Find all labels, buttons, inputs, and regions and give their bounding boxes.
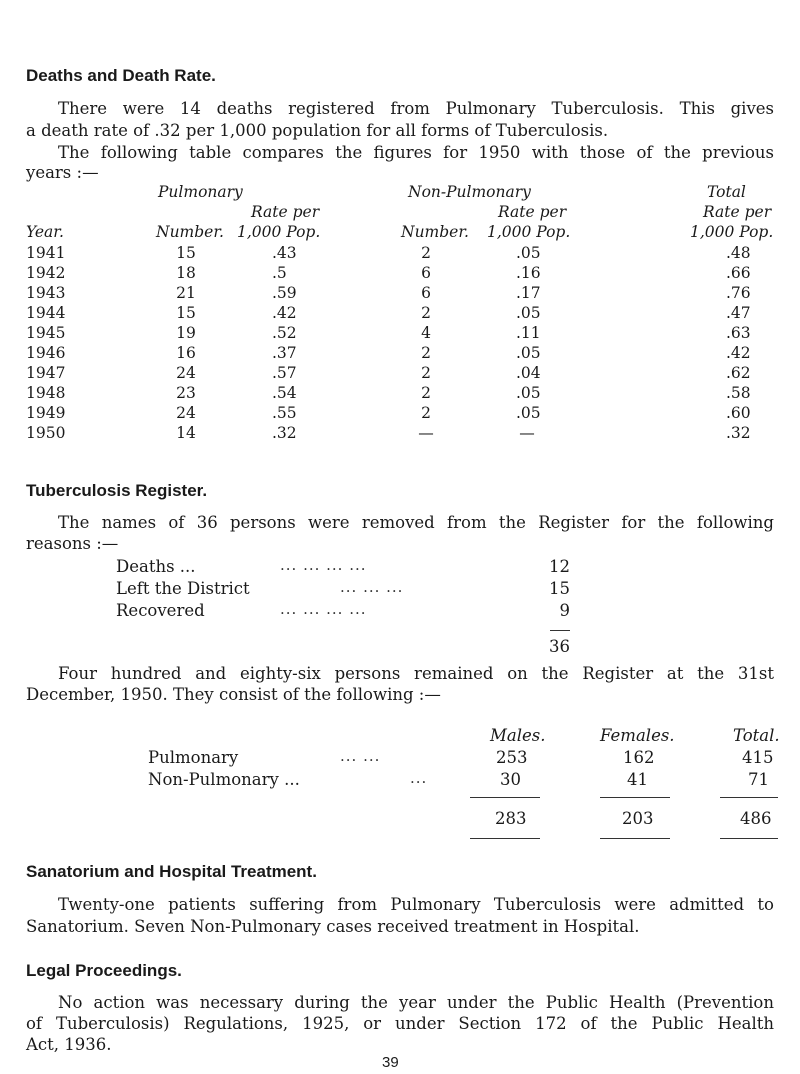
col-year: Year. [26,223,64,241]
sum-rule [720,797,778,798]
deaths-para2-line2: years :— [26,163,99,182]
table-cell-year: 1945 [26,324,66,342]
table-cell-total-rate: .42 [726,344,751,362]
table-cell-non-number: 2 [421,244,431,262]
table-cell-pul-rate: .32 [272,424,297,442]
table-cell-non-number: 4 [421,324,431,342]
col-pul-rate-top: Rate per [251,203,320,221]
col-total-rate-bottom: 1,000 Pop. [690,223,774,241]
table-cell-year: 1950 [26,424,66,442]
sum-rule [470,797,540,798]
group-header-total: Total [707,183,746,201]
table-cell-pul-rate: .59 [272,284,297,302]
reasons-total: 36 [549,637,570,656]
deaths-para2-line1: The following table compares the figures for 1950 with those of the previous [58,143,774,162]
col-pul-rate-bottom: 1,000 Pop. [237,223,321,241]
consist-cell-total: 71 [748,770,769,789]
table-cell-pul-number: 24 [176,404,196,422]
consist-cell-males: 253 [496,748,528,767]
table-cell-year: 1942 [26,264,66,282]
consist-cell-females: 162 [623,748,655,767]
table-cell-non-rate: .04 [516,364,541,382]
table-cell-pul-number: 18 [176,264,196,282]
table-cell-pul-rate: .37 [272,344,297,362]
table-cell-non-number: 2 [421,404,431,422]
consist-cell-males: 30 [500,770,521,789]
group-header-non-pulmonary: Non-Pulmonary [408,183,531,201]
reason-label: Deaths ... [116,557,196,576]
sum-rule [550,630,570,631]
deaths-heading: Deaths and Death Rate. [26,66,216,85]
table-cell-non-number: 2 [421,304,431,322]
table-cell-non-number: 6 [421,284,431,302]
sanatorium-heading: Sanatorium and Hospital Treatment. [26,862,317,881]
table-cell-pul-rate: .52 [272,324,297,342]
table-cell-non-rate: .05 [516,384,541,402]
table-cell-pul-number: 15 [176,244,196,262]
table-cell-pul-number: 23 [176,384,196,402]
table-cell-pul-number: 15 [176,304,196,322]
col-pul-number: Number. [156,223,224,241]
reason-value: 12 [549,557,570,576]
register-para2-line1: Four hundred and eighty-six persons remained on the Register at the 31st [58,664,774,683]
reason-label: Left the District [116,579,250,598]
table-cell-total-rate: .62 [726,364,751,382]
group-header-pulmonary: Pulmonary [158,183,243,201]
table-cell-pul-rate: .5 [272,264,287,282]
table-cell-non-number: 2 [421,344,431,362]
table-cell-pul-rate: .55 [272,404,297,422]
page-number: 39 [382,1054,399,1071]
table-cell-year: 1943 [26,284,66,302]
col-total-rate-top: Rate per [703,203,772,221]
legal-line3: Act, 1936. [26,1035,112,1054]
table-cell-non-number: 6 [421,264,431,282]
table-cell-non-rate: .05 [516,404,541,422]
table-cell-year: 1941 [26,244,66,262]
sum-rule [720,838,778,839]
table-cell-total-rate: .63 [726,324,751,342]
table-cell-pul-number: 21 [176,284,196,302]
consist-total-females: 203 [622,809,654,828]
sanatorium-line2: Sanatorium. Seven Non-Pulmonary cases received treatment in Hospital. [26,917,640,936]
table-cell-pul-rate: .42 [272,304,297,322]
consist-row-label: Pulmonary [148,748,239,767]
table-cell-non-rate: .11 [516,324,541,342]
table-cell-pul-rate: .57 [272,364,297,382]
table-cell-year: 1949 [26,404,66,422]
leader-dots: ... ... [340,747,381,765]
register-heading: Tuberculosis Register. [26,481,208,500]
leader-dots: ... ... ... [340,578,404,596]
consist-row-label: Non-Pulmonary ... [148,770,300,789]
consist-cell-females: 41 [627,770,648,789]
sanatorium-line1: Twenty-one patients suffering from Pulmonary Tuberculosis were admitted to [58,895,774,914]
reason-label: Recovered [116,601,205,620]
table-cell-pul-number: 19 [176,324,196,342]
table-cell-non-rate: .05 [516,244,541,262]
consist-total-total: 486 [740,809,772,828]
reason-value: 9 [559,601,570,620]
deaths-para1-line1: There were 14 deaths registered from Pulmonary Tuberculosis. This gives [58,99,774,118]
register-para2-line2: December, 1950. They consist of the following :— [26,685,441,704]
leader-dots: ... [410,769,428,787]
leader-dots: ... ... ... ... [280,600,367,618]
table-cell-non-rate: .17 [516,284,541,302]
col-non-number: Number. [401,223,469,241]
table-cell-year: 1944 [26,304,66,322]
table-cell-pul-number: 24 [176,364,196,382]
consist-total-males: 283 [495,809,527,828]
table-cell-total-rate: .58 [726,384,751,402]
legal-line1: No action was necessary during the year under the Public Health (Prevention [58,993,774,1012]
table-cell-non-number: 2 [421,384,431,402]
legal-line2: of Tuberculosis) Regulations, 1925, or under Section 172 of the Public Health [26,1014,774,1033]
table-cell-non-rate: .16 [516,264,541,282]
table-cell-non-rate: — [519,424,535,442]
table-cell-non-rate: .05 [516,304,541,322]
table-cell-total-rate: .60 [726,404,751,422]
consist-header-total: Total. [733,726,780,745]
sum-rule [600,838,670,839]
col-non-rate-top: Rate per [498,203,567,221]
table-cell-year: 1946 [26,344,66,362]
table-cell-total-rate: .32 [726,424,751,442]
consist-header-males: Males. [490,726,546,745]
reason-value: 15 [549,579,570,598]
table-cell-total-rate: .48 [726,244,751,262]
table-cell-pul-number: 16 [176,344,196,362]
deaths-para1-line2: a death rate of .32 per 1,000 population for all forms of Tuberculosis. [26,121,609,140]
table-cell-total-rate: .66 [726,264,751,282]
register-para1-line2: reasons :— [26,534,119,553]
table-cell-year: 1947 [26,364,66,382]
table-cell-pul-number: 14 [176,424,196,442]
legal-heading: Legal Proceedings. [26,961,182,980]
table-cell-total-rate: .76 [726,284,751,302]
register-para1-line1: The names of 36 persons were removed from the Register for the following [58,513,774,532]
table-cell-non-rate: .05 [516,344,541,362]
table-cell-pul-rate: .43 [272,244,297,262]
consist-cell-total: 415 [742,748,774,767]
table-cell-total-rate: .47 [726,304,751,322]
table-cell-non-number: — [418,424,434,442]
col-non-rate-bottom: 1,000 Pop. [487,223,571,241]
sum-rule [600,797,670,798]
table-cell-pul-rate: .54 [272,384,297,402]
sum-rule [470,838,540,839]
table-cell-year: 1948 [26,384,66,402]
leader-dots: ... ... ... ... [280,556,367,574]
table-cell-non-number: 2 [421,364,431,382]
consist-header-females: Females. [600,726,675,745]
